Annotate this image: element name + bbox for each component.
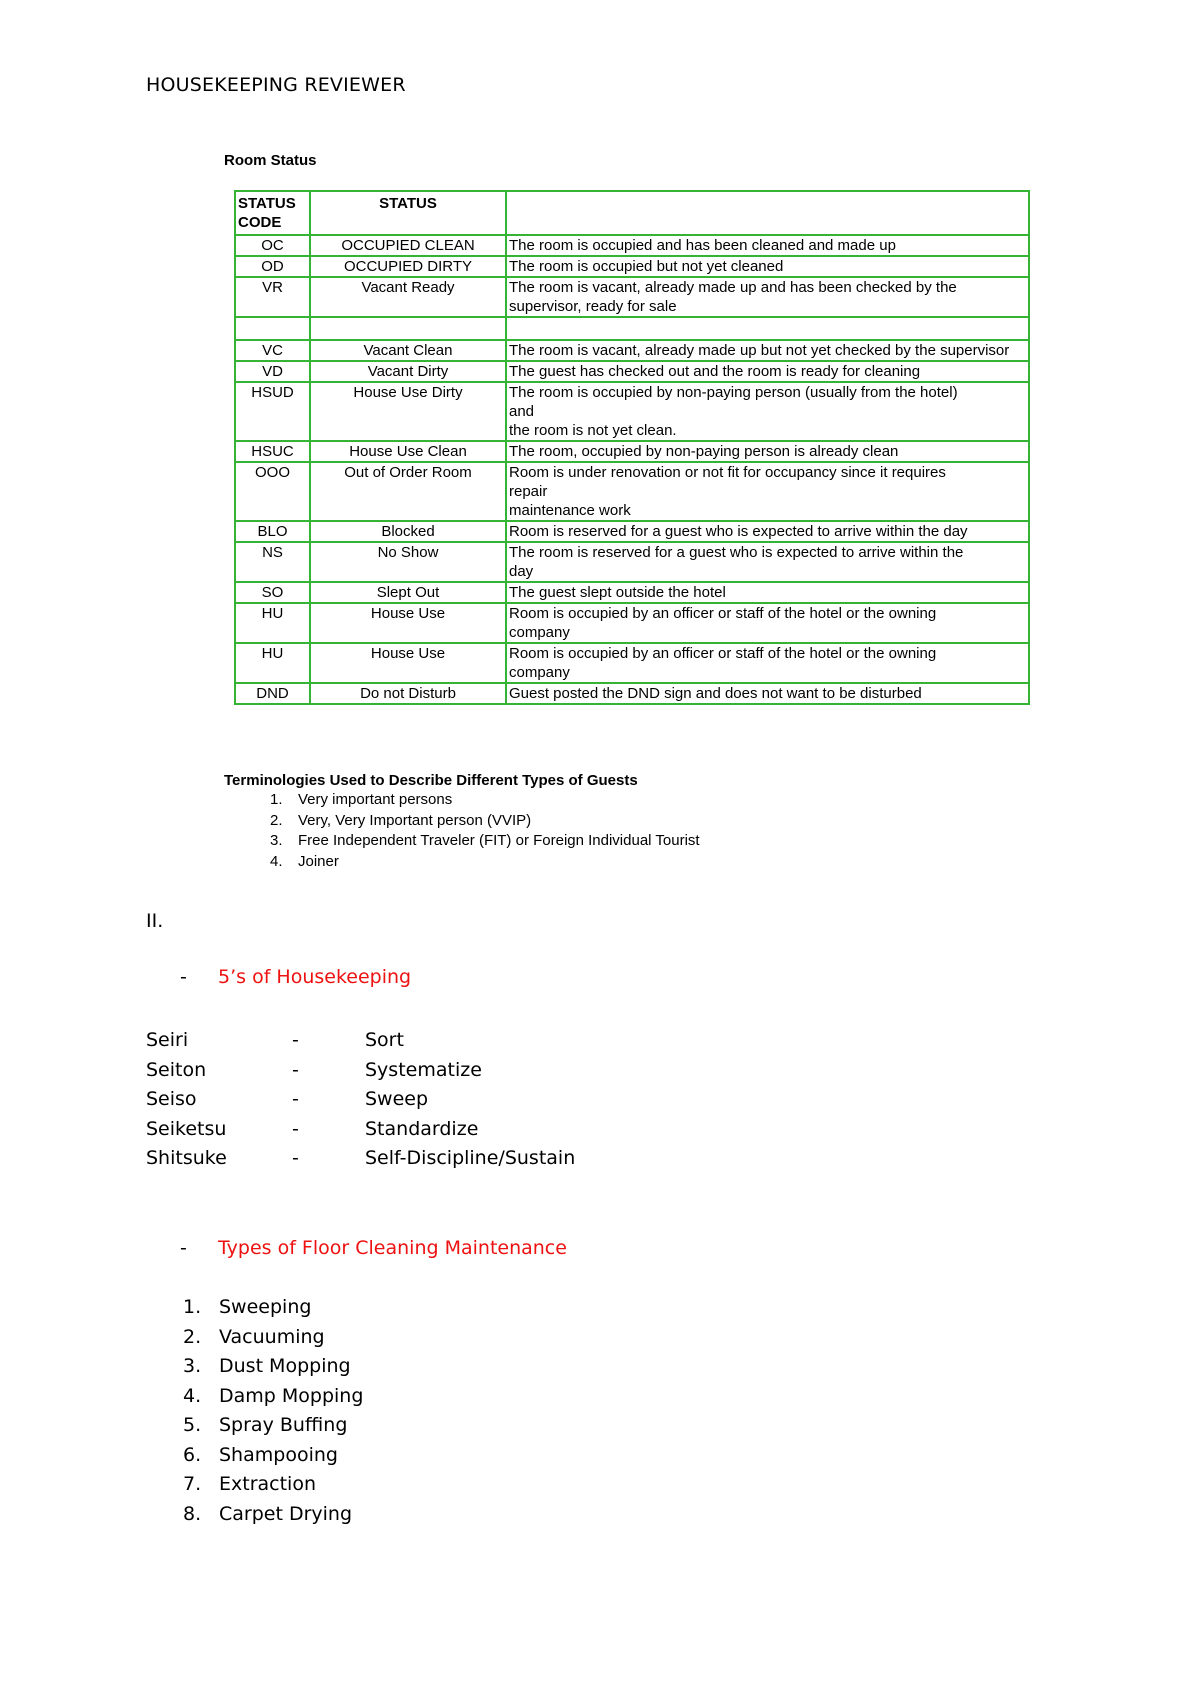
status-name-cell: Slept Out (310, 582, 506, 603)
list-text: Damp Mopping (219, 1384, 364, 1407)
fives-term: Seiri (146, 1029, 189, 1051)
status-description-cell: Room is occupied by an officer or staff of the hotel or the owning company (506, 603, 1029, 643)
list-text: Spray Buffing (219, 1414, 348, 1436)
header-description (506, 191, 1029, 235)
list-text: Very, Very Important person (VVIP) (298, 811, 532, 829)
list-number: 1. (270, 791, 283, 808)
status-name-cell: No Show (310, 542, 506, 582)
list-number: 5. (183, 1414, 202, 1436)
bullet-dash: - (180, 966, 187, 988)
fives-separator: - (292, 1029, 299, 1051)
table-row (235, 521, 1029, 542)
status-description-cell: The room is reserved for a guest who is expected to arrive within the day (506, 542, 1029, 582)
list-item (183, 1470, 363, 1500)
room-status-table (234, 190, 1030, 705)
status-name-cell: House Use (310, 643, 506, 683)
floor-cleaning-heading-label: Types of Floor Cleaning Maintenance (218, 1237, 567, 1259)
table-row (235, 683, 1029, 704)
list-number: 1. (183, 1296, 202, 1318)
list-item (270, 790, 700, 811)
list-item (270, 852, 700, 873)
floor-cleaning-list (183, 1293, 363, 1529)
list-number: 2. (270, 811, 283, 829)
fives-row (146, 1085, 575, 1115)
list-item (183, 1323, 363, 1353)
status-name-cell: House Use Clean (310, 441, 506, 462)
status-description-cell: Room is reserved for a guest who is expected to arrive within the day (506, 521, 1029, 542)
status-description-cell: Room is under renovation or not fit for occupancy since it requires repair maintenance work (506, 462, 1029, 521)
status-code-cell: HSUD (235, 382, 310, 441)
list-item (183, 1382, 363, 1412)
list-item (183, 1441, 363, 1471)
room-status-rows (235, 235, 1029, 704)
status-code-cell: SO (235, 582, 310, 603)
fives-row (146, 1115, 575, 1145)
fives-separator: - (292, 1147, 299, 1169)
list-number: 2. (183, 1325, 202, 1348)
header-status: STATUS (310, 191, 506, 235)
list-text: Very important persons (298, 791, 453, 808)
list-item (183, 1500, 363, 1530)
status-description-cell: The guest has checked out and the room is ready for cleaning (506, 361, 1029, 382)
list-number: 4. (270, 852, 283, 870)
fives-term: Seiketsu (146, 1117, 227, 1140)
table-row (235, 235, 1029, 256)
status-name-cell: OCCUPIED DIRTY (310, 256, 506, 277)
list-text: Dust Mopping (219, 1355, 351, 1377)
fives-separator: - (292, 1058, 299, 1081)
list-text: Extraction (219, 1473, 316, 1495)
list-text: Vacuuming (219, 1325, 325, 1348)
list-item (183, 1293, 363, 1323)
status-description-cell: Room is occupied by an officer or staff of the hotel or the owning company (506, 643, 1029, 683)
bullet-dash: - (180, 1237, 187, 1259)
table-row (235, 603, 1029, 643)
status-description-cell: Guest posted the DND sign and does not want to be disturbed (506, 683, 1029, 704)
fives-list (146, 1026, 575, 1174)
fives-meaning: Sweep (365, 1088, 429, 1110)
room-status-heading: Room Status (224, 152, 317, 169)
fives-meaning: Self-Discipline/Sustain (365, 1147, 576, 1169)
status-code-cell: VD (235, 361, 310, 382)
fives-row (146, 1056, 575, 1086)
status-description-cell: The room is occupied by non-paying person (usually from the hotel) and the room is not yet clean. (506, 382, 1029, 441)
status-code-cell: OOO (235, 462, 310, 521)
document-title: HOUSEKEEPING REVIEWER (146, 74, 406, 96)
list-text: Free Independent Traveler (FIT) or Foreign Individual Tourist (298, 832, 700, 849)
table-header-row (235, 191, 1029, 235)
fives-row (146, 1026, 575, 1056)
table-row (235, 643, 1029, 683)
status-code-cell: VC (235, 340, 310, 361)
fives-separator: - (292, 1117, 299, 1140)
status-code-cell: HU (235, 643, 310, 683)
status-code-cell: NS (235, 542, 310, 582)
table-row (235, 582, 1029, 603)
table-row (235, 361, 1029, 382)
list-item (183, 1411, 363, 1441)
section-number: II. (146, 910, 164, 932)
status-description-cell: The room is vacant, already made up and has been checked by the supervisor, ready for sale (506, 277, 1029, 317)
status-name-cell: Do not Disturb (310, 683, 506, 704)
status-name-cell: House Use Dirty (310, 382, 506, 441)
fives-term: Seiton (146, 1058, 207, 1081)
list-number: 8. (183, 1502, 202, 1525)
guest-terms-list (270, 790, 700, 872)
status-name-cell: Vacant Ready (310, 277, 506, 317)
status-description-cell: The room is occupied but not yet cleaned (506, 256, 1029, 277)
status-name-cell: OCCUPIED CLEAN (310, 235, 506, 256)
list-text: Joiner (298, 852, 339, 870)
table-row (235, 441, 1029, 462)
list-item (270, 811, 700, 832)
fives-heading-label: 5’s of Housekeeping (218, 966, 412, 988)
floor-cleaning-heading (180, 1237, 567, 1259)
status-description-cell: The room is occupied and has been cleaned and made up (506, 235, 1029, 256)
list-number: 3. (270, 832, 283, 849)
list-number: 6. (183, 1443, 202, 1466)
table-row (235, 317, 1029, 340)
status-code-cell: OD (235, 256, 310, 277)
table-row (235, 256, 1029, 277)
status-name-cell: Out of Order Room (310, 462, 506, 521)
status-code-cell (235, 317, 310, 340)
list-number: 3. (183, 1355, 202, 1377)
list-text: Shampooing (219, 1443, 338, 1466)
status-description-cell: The room is vacant, already made up but not yet checked by the supervisor (506, 340, 1029, 361)
status-code-cell: OC (235, 235, 310, 256)
table-row (235, 382, 1029, 441)
fives-meaning: Systematize (365, 1058, 482, 1081)
list-text: Sweeping (219, 1296, 312, 1318)
fives-term: Shitsuke (146, 1147, 227, 1169)
table-row (235, 277, 1029, 317)
status-name-cell: Blocked (310, 521, 506, 542)
fives-term: Seiso (146, 1088, 197, 1110)
fives-separator: - (292, 1088, 299, 1110)
fives-meaning: Sort (365, 1029, 404, 1051)
status-code-cell: VR (235, 277, 310, 317)
status-name-cell: Vacant Clean (310, 340, 506, 361)
status-code-cell: HSUC (235, 441, 310, 462)
list-number: 4. (183, 1384, 202, 1407)
table-row (235, 542, 1029, 582)
status-description-cell: The room, occupied by non-paying person is already clean (506, 441, 1029, 462)
status-description-cell (506, 317, 1029, 340)
guest-terms-heading: Terminologies Used to Describe Different Types of Guests (224, 772, 638, 789)
header-status-code: STATUS CODE (235, 191, 310, 235)
table-row (235, 340, 1029, 361)
list-number: 7. (183, 1473, 202, 1495)
status-name-cell: Vacant Dirty (310, 361, 506, 382)
fives-meaning: Standardize (365, 1117, 479, 1140)
table-row (235, 462, 1029, 521)
list-item (270, 831, 700, 852)
fives-row (146, 1144, 575, 1174)
status-code-cell: BLO (235, 521, 310, 542)
status-name-cell: House Use (310, 603, 506, 643)
status-code-cell: HU (235, 603, 310, 643)
status-description-cell: The guest slept outside the hotel (506, 582, 1029, 603)
status-name-cell (310, 317, 506, 340)
list-text: Carpet Drying (219, 1502, 353, 1525)
status-code-cell: DND (235, 683, 310, 704)
fives-heading (180, 966, 411, 988)
list-item (183, 1352, 363, 1382)
